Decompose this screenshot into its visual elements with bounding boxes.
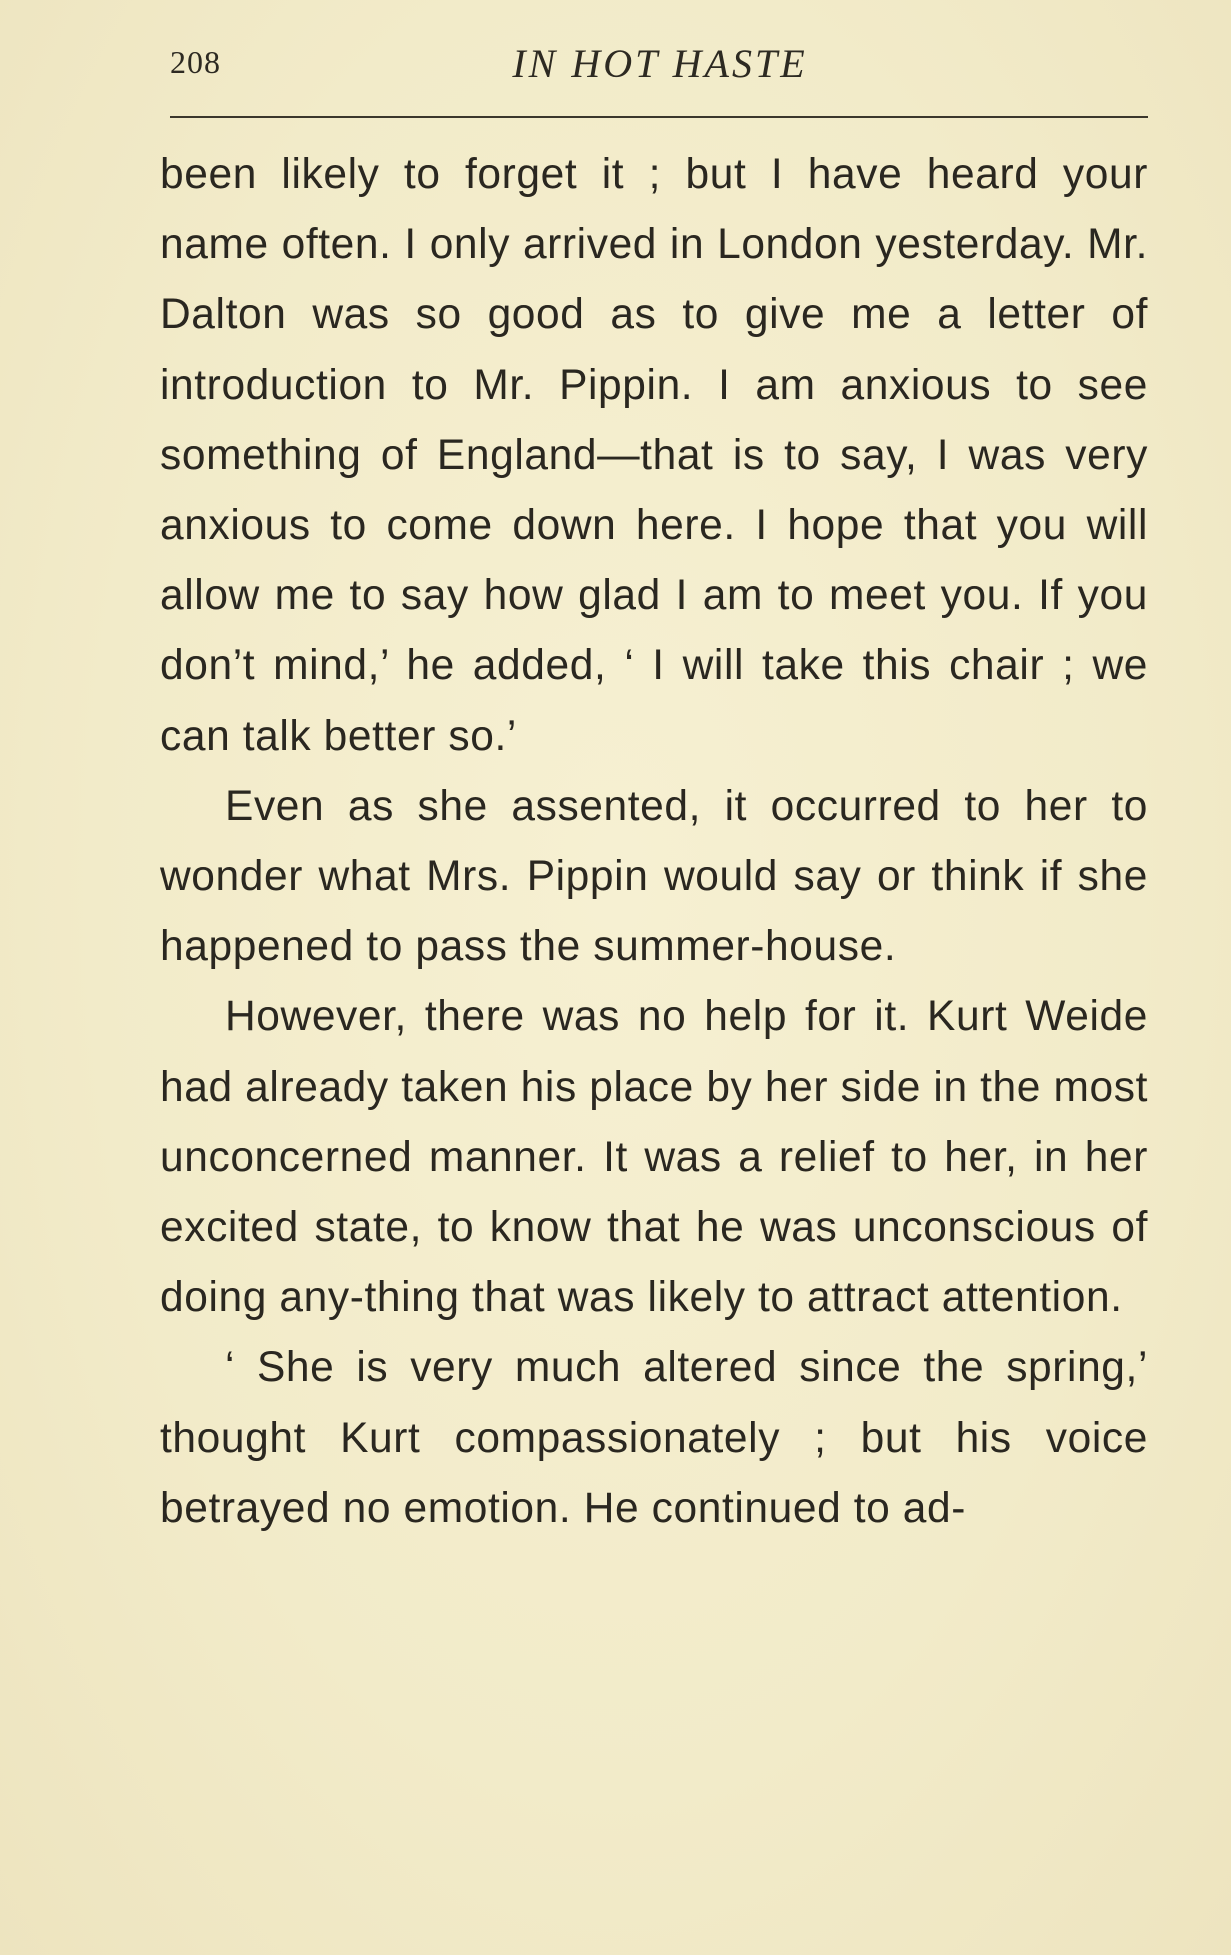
running-head: IN HOT HASTE xyxy=(512,41,808,86)
body-text xyxy=(160,140,1148,1544)
paragraph-4: ‘ She is very much altered since the spring,’ thought Kurt compassionately ; but his voice betrayed no emotion. He continued to ad- xyxy=(160,1344,1148,1532)
page-header xyxy=(170,40,1150,90)
paragraph-3: However, there was no help for it. Kurt Weide had already taken his place by her side in the most unconcerned manner. It was a relief to her, in her excited state, to know that he was unconscious of doing any-thing that was likely to attract attention. xyxy=(160,993,1148,1322)
paragraph-1: been likely to forget it ; but I have heard your name often. I only arrived in London yesterday. Mr. Dalton was so good as to give me a letter of introduction to Mr. Pippin. I am anxious to see something of England—that is to say, I was very anxious to come down here. I hope that you will allow me to say how glad I am to meet you. If you don’t mind,’ he added, ‘ I will take this chair ; we can talk better so.’ xyxy=(160,151,1148,760)
header-rule xyxy=(170,116,1148,118)
page-number: 208 xyxy=(170,44,221,80)
paragraph-2: Even as she assented, it occurred to her to wonder what Mrs. Pippin would say or think if she happened to pass the summer-house. xyxy=(160,782,1148,971)
